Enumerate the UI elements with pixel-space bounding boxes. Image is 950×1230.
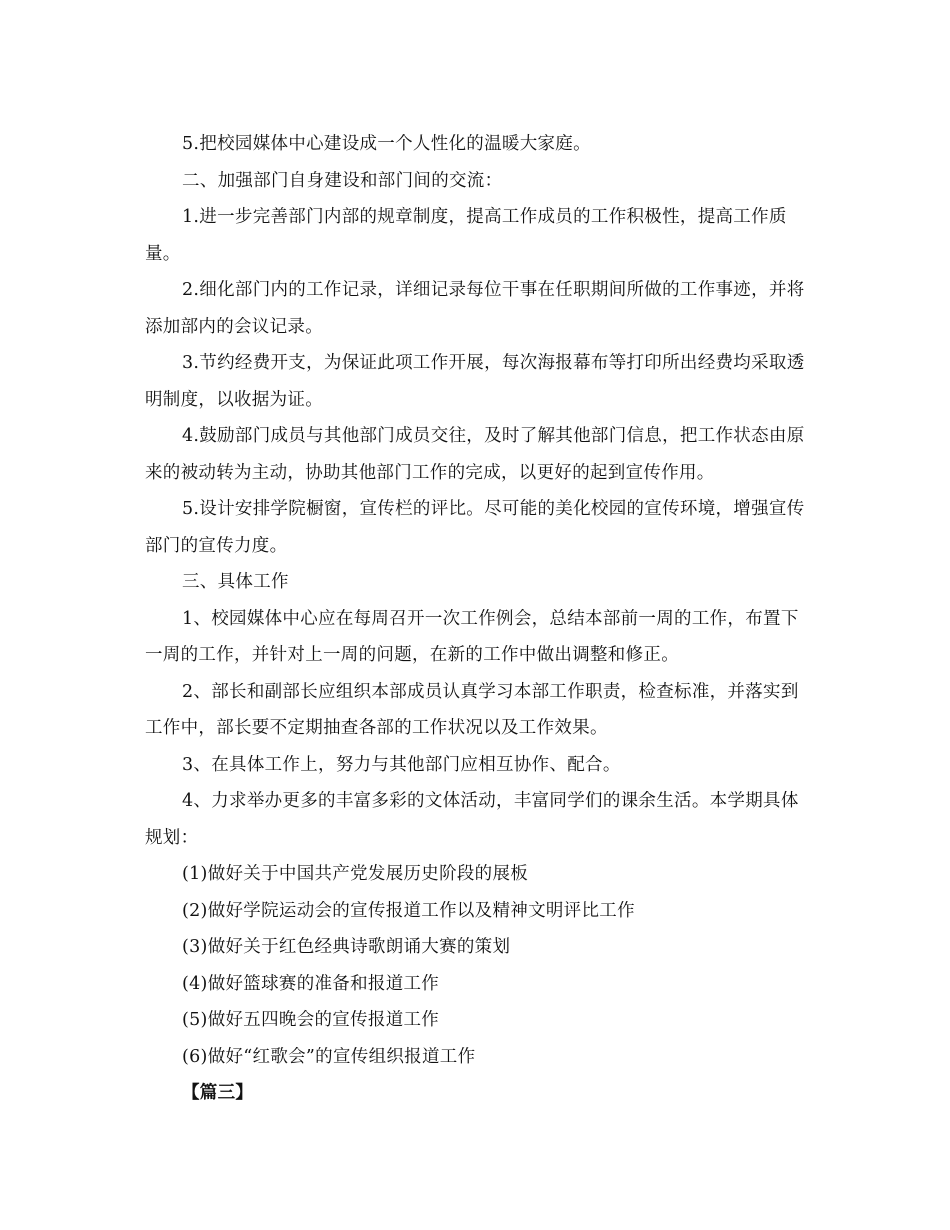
document-body — [145, 126, 815, 1112]
plan-item-3: (3)做好关于红色经典诗歌朗诵大赛的策划 — [182, 937, 511, 957]
section-heading-2: 二、加强部门自身建设和部门间的交流： — [182, 170, 503, 191]
plan-item-5: (5)做好五四晚会的宣传报道工作 — [182, 1010, 440, 1030]
paragraph-1-item-5: 5.把校园媒体中心建设成一个人性化的温暖大家庭。 — [182, 134, 591, 154]
paragraph-3-item-4: 4、力求举办更多的丰富多彩的文体活动，丰富同学们的课余生活。本学期具体规划： — [145, 791, 799, 848]
paragraph-3-item-3: 3、在具体工作上，努力与其他部门应相互协作、配合。 — [182, 754, 621, 775]
section-heading-3: 三、具体工作 — [182, 572, 289, 592]
plan-item-4: (4)做好篮球赛的准备和报道工作 — [182, 973, 440, 994]
paragraph-3-item-2: 2、部长和副部长应组织本部成员认真学习本部工作职责，检查标准，并落实到工作中，部长要不定期抽查各部的工作状况以及工作效果。 — [145, 681, 799, 738]
paragraph-2-item-5: 5.设计安排学院橱窗，宣传栏的评比。尽可能的美化校园的宣传环境，增强宣传部门的宣传力度。 — [145, 499, 805, 556]
paragraph-2-item-1: 1.进一步完善部门内部的规章制度，提高工作成员的工作积极性，提高工作质量。 — [145, 207, 787, 264]
paragraph-3-item-1: 1、校园媒体中心应在每周召开一次工作例会，总结本部前一周的工作，布置下一周的工作，并针对上一周的问题，在新的工作中做出调整和修正。 — [145, 608, 799, 665]
plan-item-2: (2)做好学院运动会的宣传报道工作以及精神文明评比工作 — [182, 900, 635, 921]
plan-item-6: (6)做好“红歌会”的宣传组织报道工作 — [182, 1046, 476, 1067]
plan-item-1: (1)做好关于中国共产党发展历史阶段的展板 — [182, 864, 529, 884]
paragraph-2-item-3: 3.节约经费开支，为保证此项工作开展，每次海报幕布等打印所出经费均采取透明制度，以收据为证。 — [145, 353, 805, 410]
paragraph-2-item-2: 2.细化部门内的工作记录，详细记录每位干事在任职期间所做的工作事迹，并将添加部内的会议记录。 — [145, 280, 805, 337]
part-three-heading: 【篇三】 — [182, 1083, 254, 1103]
paragraph-2-item-4: 4.鼓励部门成员与其他部门成员交往，及时了解其他部门信息，把工作状态由原来的被动转为主动，协助其他部门工作的完成，以更好的起到宣传作用。 — [145, 426, 805, 483]
